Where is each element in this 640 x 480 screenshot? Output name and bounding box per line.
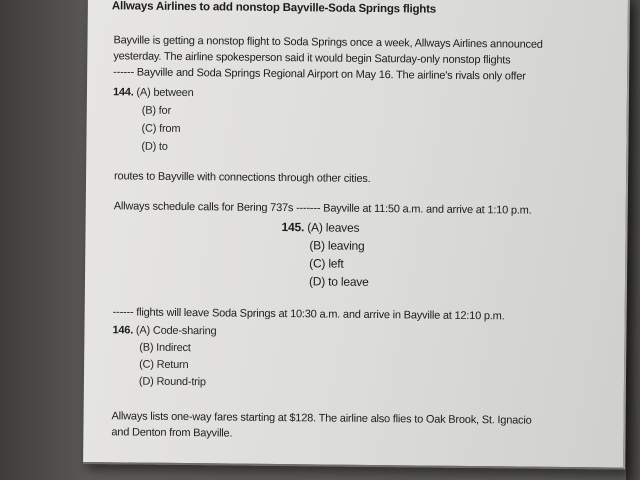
option-b: (B) for xyxy=(141,104,171,117)
paragraph-line: yesterday. The airline spokesperson said it would begin Saturday-only nonstop flights xyxy=(113,50,511,67)
option-a: (A) leaves xyxy=(307,220,360,235)
paragraph-line: Bayville is getting a nonstop flight to Soda Springs once a week, Allways Airlines announced xyxy=(113,34,543,51)
background-left xyxy=(0,0,88,480)
option-a: (A) between xyxy=(136,86,194,100)
option-b: (B) leaving xyxy=(309,238,365,253)
option-d: (D) to xyxy=(141,140,168,153)
option-c: (C) left xyxy=(309,256,344,271)
option-c: (C) Return xyxy=(139,358,189,372)
option-d: (D) to leave xyxy=(308,274,369,289)
question-145 xyxy=(281,220,359,235)
article-title: Allways Airlines to add nonstop Bayville-Soda Springs flights xyxy=(111,0,437,16)
question-144 xyxy=(113,86,194,99)
question-number: 145. xyxy=(281,220,305,235)
paragraph-line: ------ Bayville and Soda Springs Regional Airport on May 16. The airline's rivals only offer xyxy=(113,66,526,83)
paragraph-line: and Denton from Bayville. xyxy=(111,426,233,440)
question-146 xyxy=(112,324,216,337)
paragraph-line: ------ flights will leave Soda Springs at 10:30 a.m. and arrive in Bayville at 12:10 p.m. xyxy=(112,306,505,323)
option-b: (B) Indirect xyxy=(139,341,191,355)
document-page xyxy=(83,0,630,470)
paragraph-line: routes to Bayville with connections through other cities. xyxy=(114,170,371,185)
option-d: (D) Round-trip xyxy=(138,375,206,389)
option-c: (C) from xyxy=(141,122,181,135)
paragraph-line: Allways lists one-way fares starting at $128. The airline also flies to Oak Brook, St. Ignacio xyxy=(111,410,532,427)
paragraph-line: Allways schedule calls for Bering 737s ------- Bayville at 11:50 a.m. and arrive at 1:10 p.m. xyxy=(113,200,532,217)
question-number: 144. xyxy=(112,86,134,99)
question-number: 146. xyxy=(112,324,134,337)
option-a: (A) Code-sharing xyxy=(135,324,217,338)
